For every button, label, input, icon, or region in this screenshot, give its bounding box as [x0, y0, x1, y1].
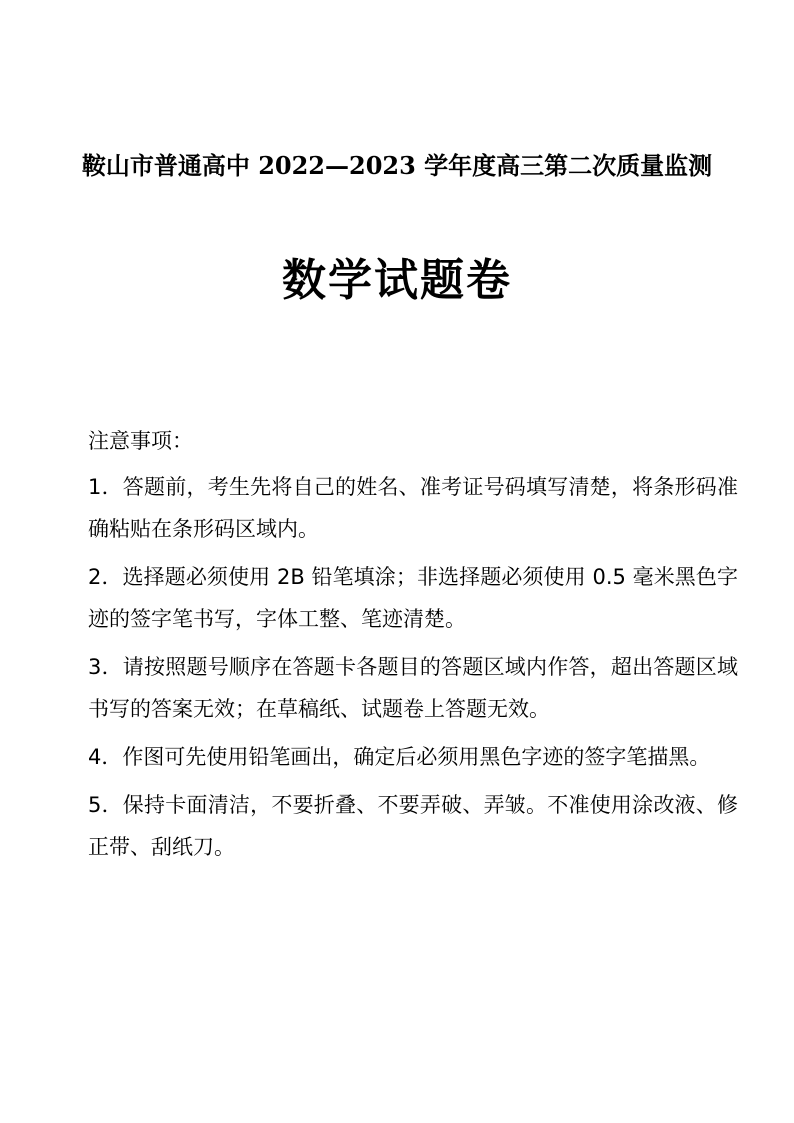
note-item-4: 4．作图可先使用铅笔画出，确定后必须用黑色字迹的签字笔描黑。	[88, 745, 711, 769]
note-item-3: 3．请按照题号顺序在答题卡各题目的答题区域内作答，超出答题区域书写的答案无效；在草稿纸、试题卷上答题无效。	[88, 655, 738, 721]
exam-title: 数学试题卷	[282, 255, 512, 306]
note-item-5: 5．保持卡面清洁，不要折叠、不要弄破、弄皱。不准使用涂改液、修正带、刮纸刀。	[88, 793, 738, 859]
exam-header: 鞍山市普通高中 2022—2023 学年度高三第二次质量监测	[81, 151, 713, 180]
notes-section	[88, 420, 738, 874]
notes-heading: 注意事项：	[88, 429, 193, 453]
note-item-2: 2．选择题必须使用 2B 铅笔填涂；非选择题必须使用 0.5 毫米黑色字迹的签字笔书写，字体工整、笔迹清楚。	[88, 565, 738, 631]
note-item-1: 1．答题前，考生先将自己的姓名、准考证号码填写清楚，将条形码准确粘贴在条形码区域内。	[88, 475, 738, 541]
